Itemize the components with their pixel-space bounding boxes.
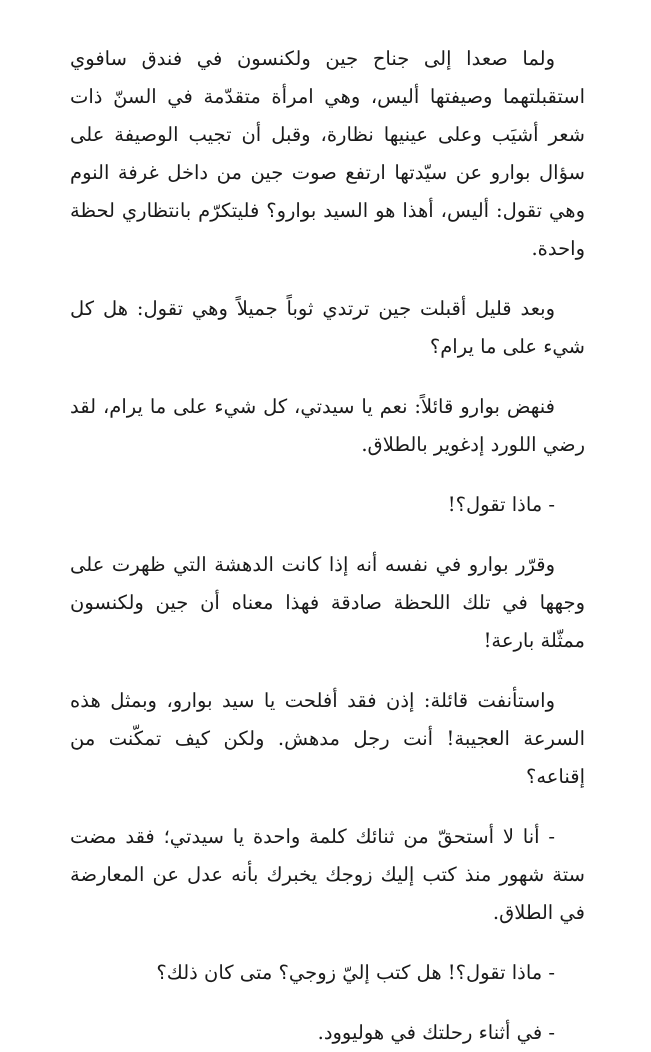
paragraph-jane-resumes: واستأنفت قائلة: إذن فقد أفلحت يا سيد بوارو، وبمثل هذه السرعة العجيبة! أنت رجل مدهش. ولكن كيف تمكّنت من إقناعه؟: [70, 689, 585, 788]
paragraph-what-say: - ماذا تقول؟!: [447, 493, 555, 516]
paragraph-jane-question: - ماذا تقول؟! هل كتب إليّ زوجي؟ متى كان ذلك؟: [156, 961, 555, 984]
paragraph-arrival: ولما صعدا إلى جناح جين ولكنسون في فندق سافوي استقبلتهما وصيفتها أليس، وهي امرأة متقدّمة في السنّ ذات شعر أشيَب وعلى عينيها نظارة، وقبل أن تجيب الوصيفة على سؤال بوارو عن سيّدتها ارتفع صوت جين من داخل غرفة النوم وهي تقول: أليس، أهذا هو السيد بوارو؟ فليتكرّم بانتظاري لحظة واحدة.: [70, 47, 585, 260]
paragraph-hollywood: - في أثناء رحلتك في هوليوود.: [317, 1021, 555, 1044]
paragraph-poirot-thought: وقرّر بوارو في نفسه أنه إذا كانت الدهشة التي ظهرت على وجهها في تلك اللحظة صادقة فهذا معناه أن جين ولكنسون ممثّلة بارعة!: [70, 553, 585, 652]
paragraph-poirot-reply: فنهض بوارو قائلاً: نعم يا سيدتي، كل شيء على ما يرام، لقد رضي اللورد إدغوير بالطلاق.: [70, 395, 585, 456]
paragraph-jane-enters: وبعد قليل أقبلت جين ترتدي ثوباً جميلاً وهي تقول: هل كل شيء على ما يرام؟: [70, 297, 585, 358]
paragraph-poirot-explains: - أنا لا أستحقّ من ثنائك كلمة واحدة يا سيدتي؛ فقد مضت ستة شهور منذ كتب إليك زوجك يخبرك بأنه عدل عن المعارضة في الطلاق.: [70, 825, 585, 924]
